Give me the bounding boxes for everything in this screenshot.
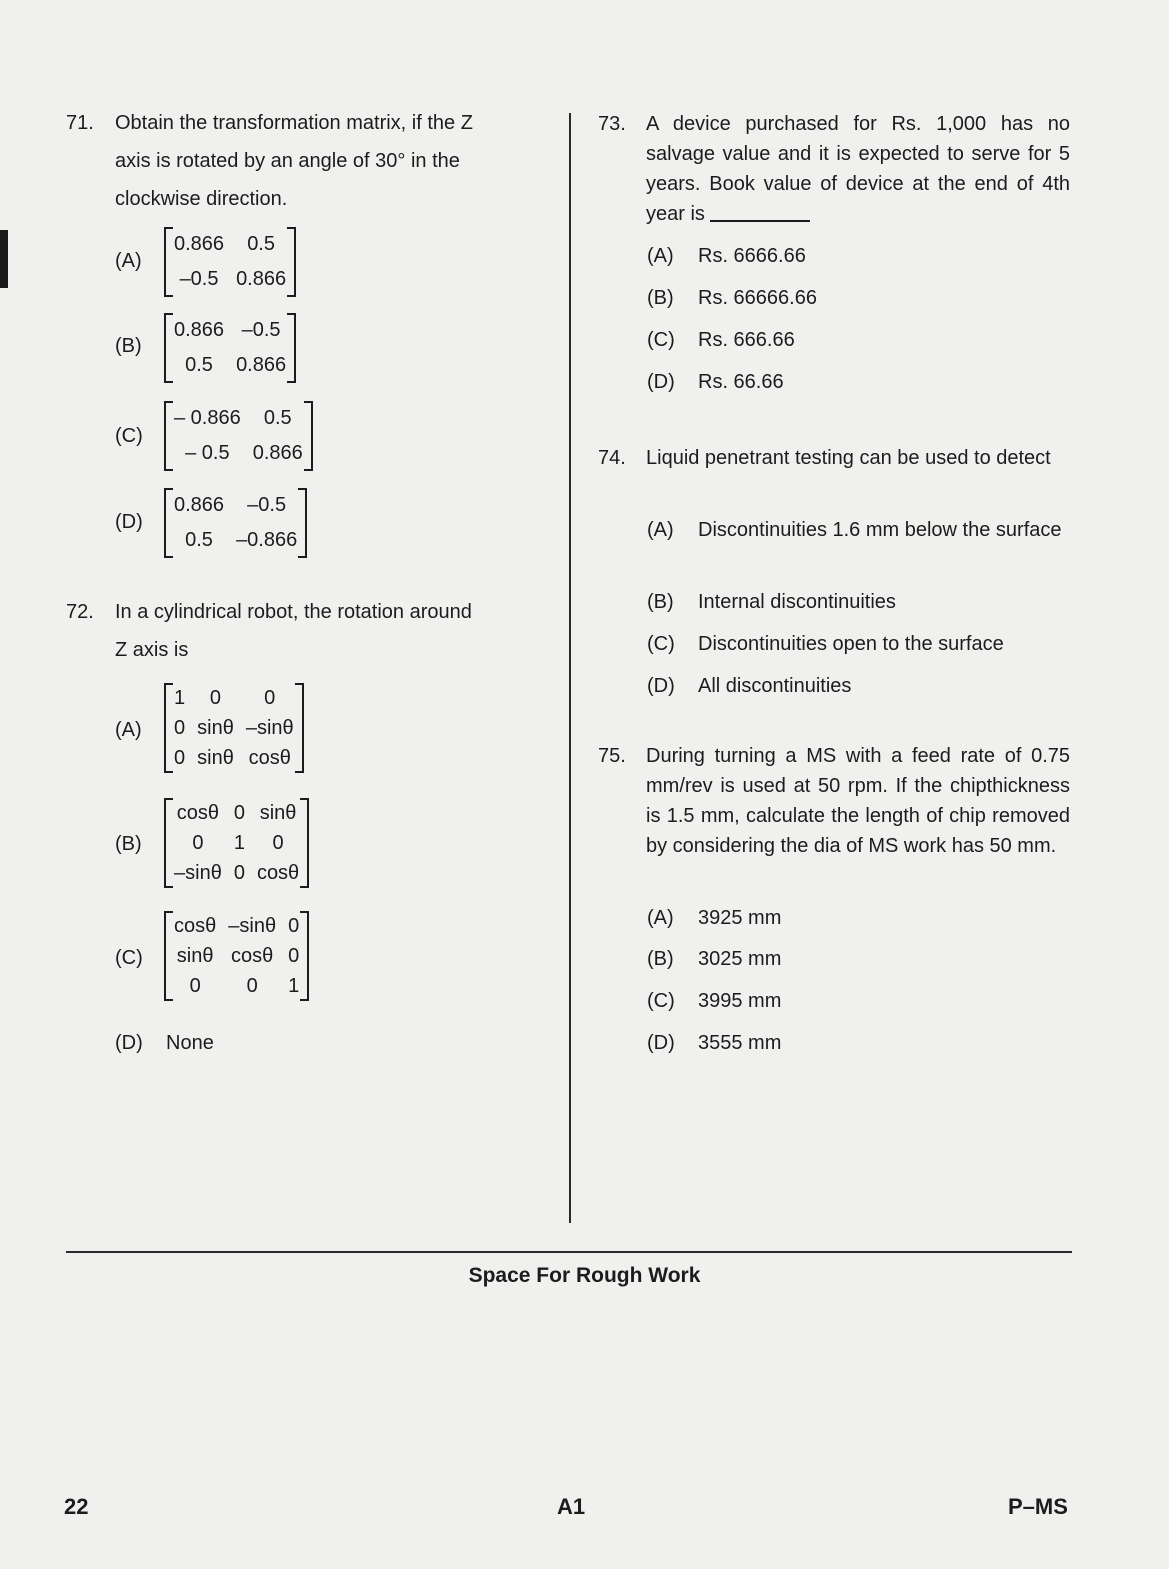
question-number: 74.: [598, 447, 626, 469]
question-71: 71. Obtain the transformation matrix, if the Z axis is rotated by an angle of 30° in the clockwise direction.: [66, 112, 473, 210]
rough-work-label: Space For Rough Work: [468, 1264, 701, 1287]
question-75: [598, 741, 1072, 893]
question-72: 72. In a cylindrical robot, the rotation around Z axis is: [66, 601, 472, 661]
matrix-71-b: 0.866 –0.5 0.5 0.866: [168, 313, 292, 383]
matrix-71-c: – 0.866 0.5 – 0.5 0.866: [168, 401, 309, 471]
question-73: [598, 109, 1072, 234]
question-number: 71.: [66, 112, 94, 134]
matrix-71-a: 0.866 0.5 –0.5 0.866: [168, 227, 292, 297]
booklet-set: A1: [557, 1494, 586, 1519]
question-number: 72.: [66, 601, 94, 623]
matrix-71-d: 0.866 –0.5 0.5 –0.866: [168, 488, 303, 558]
question-text: Liquid penetrant testing can be used to detect: [646, 447, 1051, 469]
question-number: 73.: [598, 113, 626, 135]
question-text: During turning a MS with a feed rate of 0.75 mm/rev is used at 50 rpm. If the chipthickness is 1.5 mm, calculate the length of chip removed by considering the dia of MS work has 50 mm.: [646, 745, 1070, 857]
matrix-72-a: 1 0 0 0 sinθ –sinθ 0 sinθ cosθ: [168, 683, 300, 773]
matrix-72-b: cosθ 0 sinθ 0 1 0 –sinθ 0 cosθ: [168, 798, 305, 888]
question-74: [598, 443, 1072, 505]
column-divider: [569, 113, 571, 1223]
paper-code: P–MS: [1008, 1494, 1068, 1519]
rough-work-divider: [66, 1251, 1072, 1253]
answer-blank: [710, 220, 810, 222]
page-number: 22: [64, 1494, 89, 1519]
exam-page: 71. Obtain the transformation matrix, if the Z axis is rotated by an angle of 30° in the clockwise direction. (A) 0.866 0.5 –0.5 0.866 (B) 0.866 –0.5 0.5 0.866 (C) – 0.866 0.5 – 0.5 0.866 (D) 0.866 –0.5 0.5 –0.866 72. In a cylindrical robot, the rotation around Z axis is (A) 1 0 0 0 sinθ –sinθ 0 sinθ cosθ (B) cosθ 0 sinθ 0 1 0 –sinθ 0 cosθ (C) cosθ –sinθ 0 sinθ cosθ 0 0 0 1 (D) None 73. A device purchased for Rs. 1,000 has no salvage value and it is expected to serve for 5 years. Book value of device at the end of 4th year is (A) Rs. 6666.66 (B) Rs. 66666.66 (C) Rs. 666.66 (D) Rs. 66.66 74. Liquid penetrant testing can be used to detect (A) Discontinuities 1.6 mm below the surface (B) Internal discontinuities (C) Discontinuities open to the surface (D) All discontinuities 75. During turning a MS with a feed rate of 0.75 mm/rev is used at 50 rpm. If the chipthickness is 1.5 mm, calculate the length of chip removed by considering the dia of MS work has 50 mm. (A) 3925 mm (B) 3025 mm (C) 3995 mm (D) 3555 mm Space For Rough Work 22 A1 P–MS: [0, 0, 1169, 1569]
question-text: A device purchased for Rs. 1,000 has no salvage value and it is expected to serve for 5 years. Book value of device at the end of 4th year is: [646, 113, 1070, 225]
question-number: 75.: [598, 745, 626, 767]
matrix-72-c: cosθ –sinθ 0 sinθ cosθ 0 0 0 1: [168, 911, 305, 1001]
edge-mark: [0, 230, 8, 288]
